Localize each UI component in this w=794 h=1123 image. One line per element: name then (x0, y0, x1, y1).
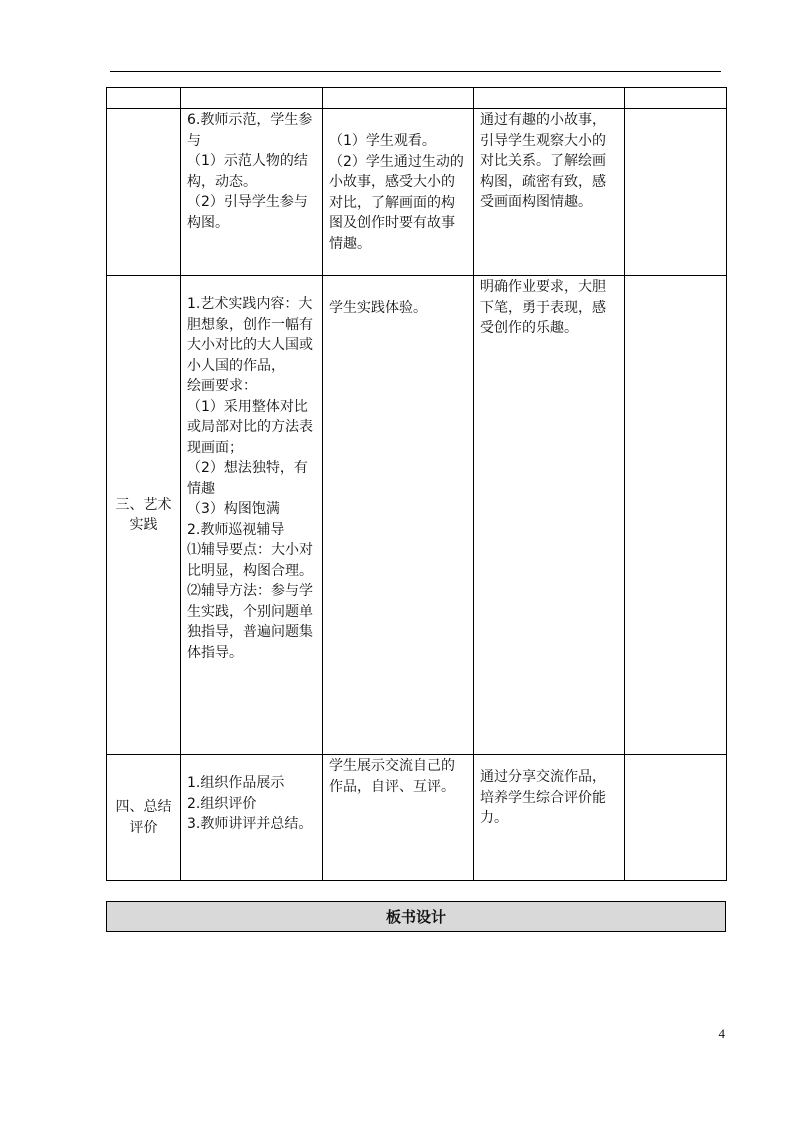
teacher-activity-cell: 1.组织作品展示 2.组织评价 3.教师讲评并总结。 (181, 755, 323, 881)
table-cell (107, 88, 181, 109)
teacher-activity-cell: 1.艺术实践内容：大胆想象，创作一幅有大小对比的大人国或小人国的作品， 绘画要求： （1）采用整体对比或局部对比的方法表现画面； （2）想法独特，有情趣 （3）构图饱满 2.教师巡视辅导 ⑴辅导要点：大小对比明显，构图合理。 ⑵辅导方法：参与学生实践，个别问题单独指导，普遍问题集体指导。 (181, 276, 323, 755)
table-row (107, 755, 727, 881)
design-intent-cell: 通过有趣的小故事，引导学生观察大小的对比关系。了解绘画构图，疏密有致，感受画面构图情趣。 (474, 109, 625, 276)
stage-cell (107, 109, 181, 276)
lesson-plan-table (106, 87, 727, 881)
table-cell (181, 88, 323, 109)
board-design-title: 板书设计 (385, 908, 446, 926)
table-cell (474, 88, 625, 109)
student-activity-cell: 学生实践体验。 (323, 276, 474, 755)
stage-cell: 四、总结评价 (107, 755, 181, 881)
note-cell (625, 109, 727, 276)
note-cell (625, 755, 727, 881)
table-row (107, 276, 727, 755)
student-activity-cell: 学生展示交流自己的作品，自评、互评。 (323, 755, 474, 881)
table-row (107, 88, 727, 109)
teacher-activity-cell: 6.教师示范，学生参与 （1）示范人物的结构，动态。 （2）引导学生参与构图。 (181, 109, 323, 276)
design-intent-cell: 通过分享交流作品，培养学生综合评价能力。 (474, 755, 625, 881)
design-intent-cell: 明确作业要求，大胆下笔，勇于表现，感受创作的乐趣。 (474, 276, 625, 755)
table-cell (323, 88, 474, 109)
board-design-header (106, 901, 726, 932)
student-activity-cell: （1）学生观看。 （2）学生通过生动的小故事，感受大小的对比，了解画面的构图及创作时要有故事情趣。 (323, 109, 474, 276)
page-number: 4 (718, 1026, 725, 1041)
table-row (107, 109, 727, 276)
stage-cell: 三、艺术实践 (107, 276, 181, 755)
table-cell (625, 88, 727, 109)
header-rule (110, 71, 721, 72)
note-cell (625, 276, 727, 755)
